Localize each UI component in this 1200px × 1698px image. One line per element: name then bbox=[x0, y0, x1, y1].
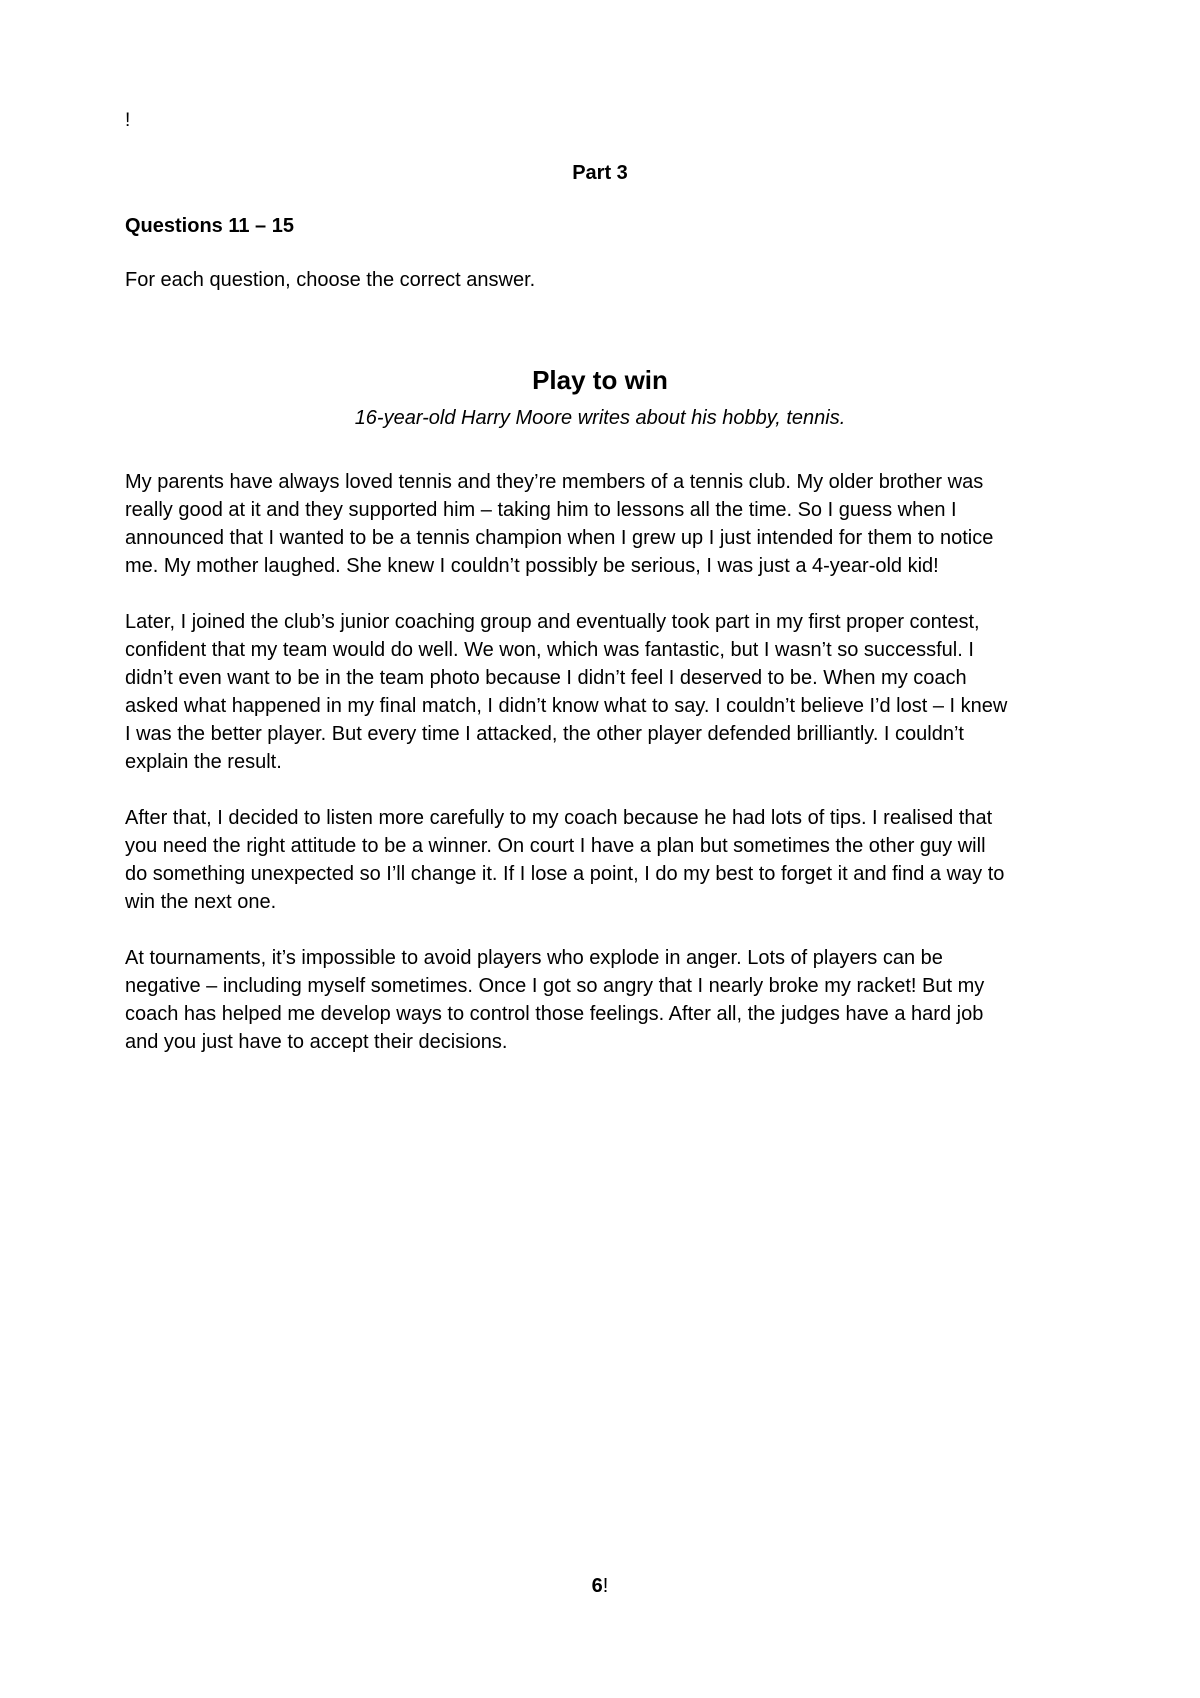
article-paragraph: After that, I decided to listen more carefully to my coach because he had lots of tips. I realised that you need the right attitude to be a winner. On court I have a plan but sometimes the other guy will do something unexpected so I’ll change it. If I lose a point, I do my best to forget it and find a way to win the next one. bbox=[125, 807, 1005, 913]
article-body bbox=[125, 468, 1075, 1084]
part-title: Part 3 bbox=[572, 162, 628, 184]
article-paragraph: My parents have always loved tennis and they’re members of a tennis club. My older brother was really good at it and they supported him – taking him to lessons all the time. So I guess when I announced that I wanted to be a tennis champion when I grew up I just intended for them to notice me. My mother laughed. She knew I couldn’t possibly be serious, I was just a 4-year-old kid! bbox=[125, 471, 994, 577]
corner-mark: ! bbox=[125, 110, 131, 131]
page-mark: ! bbox=[602, 1575, 609, 1597]
page-number: 6 bbox=[591, 1575, 603, 1597]
article-paragraph: Later, I joined the club’s junior coaching group and eventually took part in my first proper contest, confident that my team would do well. We won, which was fantastic, but I wasn’t so successful. I didn’t even want to be in the team photo because I didn’t feel I deserved to be. When my coach asked what happened in my final match, I didn’t know what to say. I couldn’t believe I’d lost – I knew I was the better player. But every time I attacked, the other player defended brilliantly. I couldn’t explain the result. bbox=[125, 611, 1008, 773]
page-footer bbox=[0, 1574, 1200, 1598]
questions-title: Questions 11 – 15 bbox=[125, 215, 294, 237]
instruction-text: For each question, choose the correct answer. bbox=[125, 269, 536, 291]
article-title: Play to win bbox=[532, 365, 668, 395]
article-subtitle: 16-year-old Harry Moore writes about his hobby, tennis. bbox=[354, 407, 846, 429]
article-paragraph: At tournaments, it’s impossible to avoid players who explode in anger. Lots of players can be negative – including myself sometimes. Once I got so angry that I nearly broke my racket! But my coach has helped me develop ways to control those feelings. After all, the judges have a hard job and you just have to accept their decisions. bbox=[125, 947, 985, 1053]
